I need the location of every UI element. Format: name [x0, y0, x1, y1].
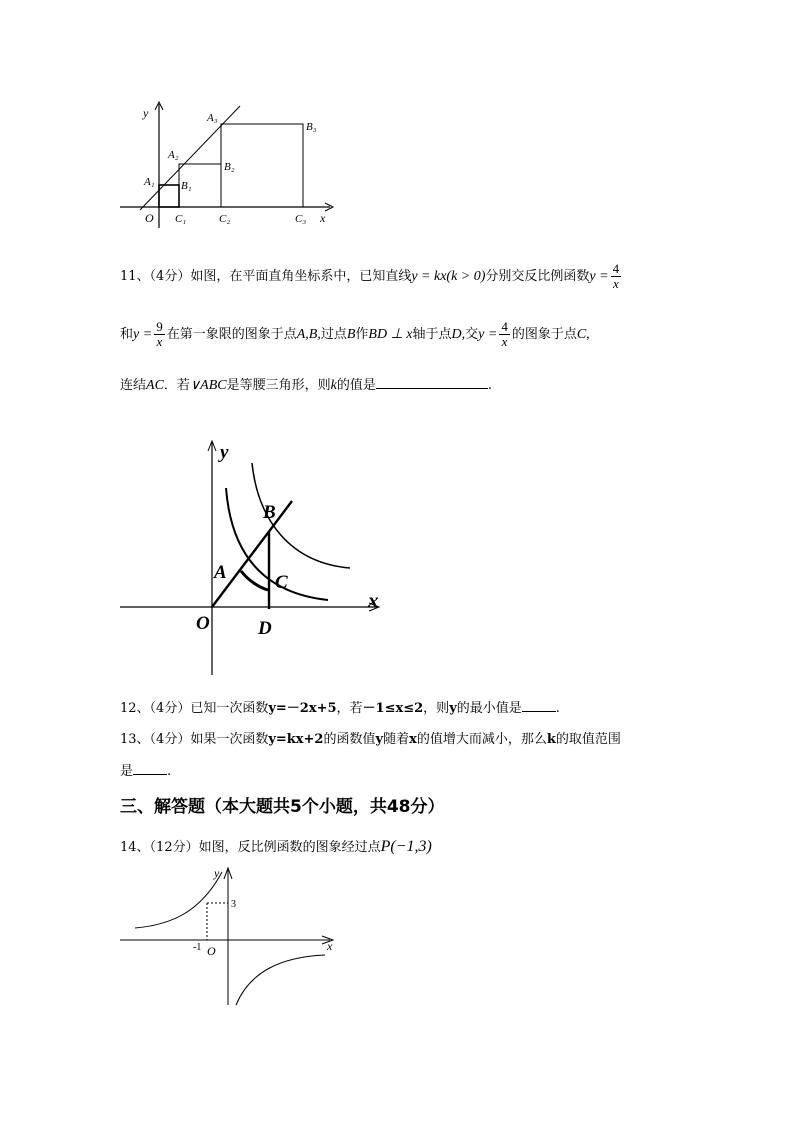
fig1-label-x: x — [320, 211, 326, 225]
figure-squares-on-line — [115, 98, 345, 230]
fig1-label-a1: A₁ — [144, 176, 155, 188]
fig1-label-a2: A₂ — [168, 149, 179, 161]
q11-line3: 连结AC．若∨ABC是等腰三角形，则k的值是 . — [120, 378, 493, 393]
q11-line1: 11、（4分）如图，在平面直角坐标系中，已知直线y = kx(k > 0)分别交反比例函数y = $\frac{4}{x}$ — [120, 261, 620, 291]
fig2-label-o: O — [196, 613, 210, 634]
fig1-label-c1: C₁ — [175, 213, 187, 225]
fig3-label-3: 3 — [231, 899, 236, 910]
fig1-label-y: y — [143, 106, 149, 120]
fig1-label-c2: C₂ — [219, 213, 231, 225]
fig3-label-o: O — [207, 944, 216, 958]
answer-blank-q11[interactable] — [376, 376, 488, 389]
fraction-4-over-x: $\frac{4}{x}$ — [612, 261, 620, 291]
figure-inverse-proportion-graph — [115, 862, 345, 1010]
q14-text: 14、（12分）如图，反比例函数的图象经过点P(−1,3) — [120, 838, 432, 855]
fig3-label-neg1: -1 — [193, 942, 202, 953]
fig1-label-c3: C₃ — [295, 213, 307, 225]
fig3-label-y: y — [214, 866, 220, 880]
fraction-9-over-x: $\frac{9}{x}$ — [156, 319, 163, 349]
figure-line-and-hyperbolas — [115, 435, 390, 680]
q11-line2: 和y = $\frac{9}{x}$ 在第一象限的图象于点A,B,过点B作BD ⊥ x轴于点D,交y = $\frac{4}{x}$ 的图象于点C, — [120, 319, 590, 349]
answer-blank-q12[interactable] — [522, 699, 556, 712]
fig2-label-c: C — [275, 572, 288, 593]
fig2-label-a: A — [214, 562, 227, 583]
fig3-label-x: x — [327, 939, 333, 953]
fig2-label-d: D — [258, 618, 272, 639]
fig1-label-b2: B₂ — [224, 161, 235, 173]
fig1-label-a3: A₃ — [207, 112, 218, 124]
q13-text-line1: 13、（4分）如果一次函数y=kx+2的函数值y随着x的值增大而减小，那么k的取值范围 — [120, 732, 621, 747]
q12-text: 12、（4分）已知一次函数y=－2x+5，若－1≤x≤2，则y的最小值是 . — [120, 701, 560, 716]
fig2-label-b: B — [263, 502, 276, 523]
section-heading: 三、解答题（本大题共5个小题，共48分） — [120, 797, 445, 817]
fig1-label-b1: B₁ — [181, 180, 192, 192]
fig1-label-o: O — [145, 211, 154, 225]
fig2-label-y: y — [220, 442, 229, 463]
q13-text-line2: 是 . — [120, 764, 172, 779]
fig1-label-b3: B₃ — [306, 121, 317, 133]
fraction-4-over-x-2: $\frac{4}{x}$ — [501, 319, 508, 349]
answer-blank-q13[interactable] — [133, 762, 167, 775]
fig2-label-x: x — [368, 588, 379, 612]
